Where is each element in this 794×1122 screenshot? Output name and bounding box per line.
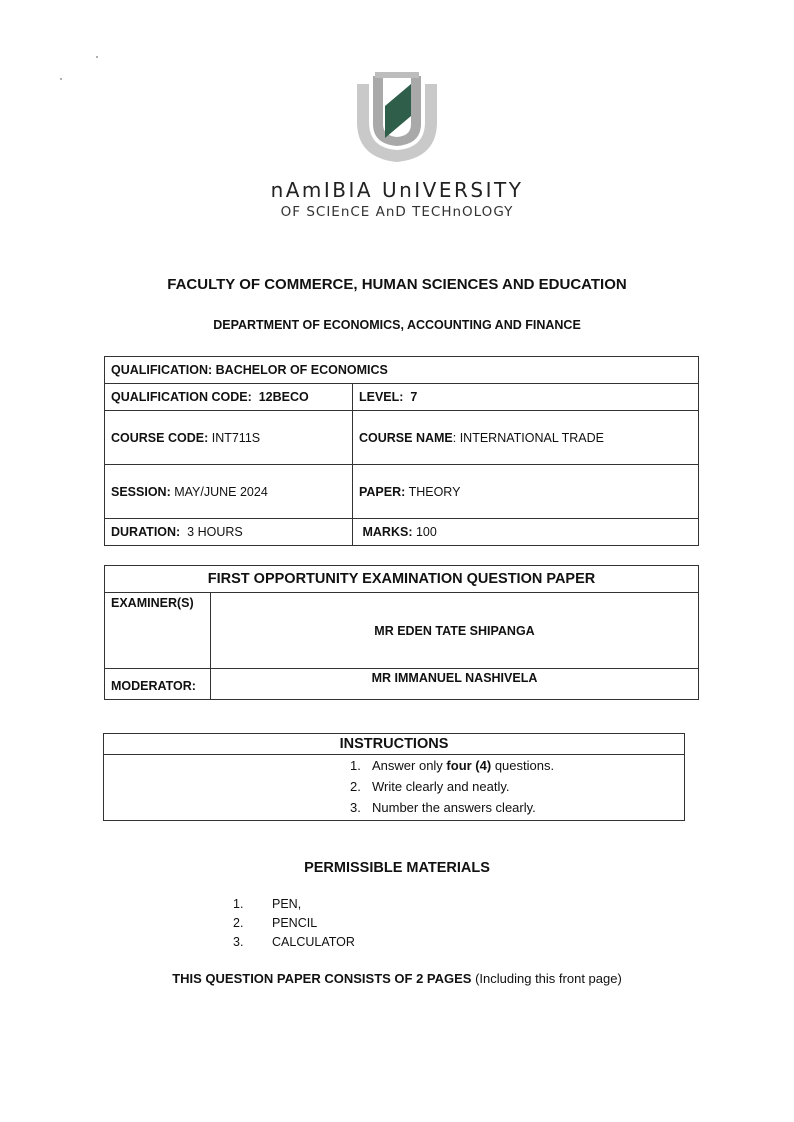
department-heading: DEPARTMENT OF ECONOMICS, ACCOUNTING AND FINANCE (213, 318, 581, 332)
material-item: 1. PEN, (233, 897, 302, 911)
paper-cell: PAPER: THEORY (353, 465, 699, 519)
qualification-cell: QUALIFICATION: BACHELOR OF ECONOMICS (105, 357, 699, 384)
moderator-label: MODERATOR: (105, 669, 211, 700)
qualification-table (104, 356, 699, 546)
examiner-name: MR EDEN TATE SHIPANGA (211, 593, 699, 669)
university-name: nAmIBIA UnIVERSITY (270, 178, 524, 202)
duration-cell: DURATION: 3 HOURS (105, 519, 353, 546)
page-count-note: THIS QUESTION PAPER CONSISTS OF 2 PAGES (Including this front page) (172, 971, 622, 986)
instruction-item: 1. Answer only four (4) questions. (350, 758, 555, 773)
instructions-box (103, 733, 685, 821)
examination-table (104, 565, 699, 700)
qualification-code-cell: QUALIFICATION CODE: 12BECO (105, 384, 353, 411)
material-item: 3. CALCULATOR (233, 935, 355, 949)
exam-title: FIRST OPPORTUNITY EXAMINATION QUESTION PAPER (105, 566, 699, 593)
material-item: 2. PENCIL (233, 916, 318, 930)
examiner-label: EXAMINER(S) (105, 593, 211, 669)
instructions-title: INSTRUCTIONS (104, 734, 684, 755)
level-cell: LEVEL: 7 (353, 384, 699, 411)
permissible-materials-title: PERMISSIBLE MATERIALS (304, 860, 490, 876)
session-cell: SESSION: MAY/JUNE 2024 (105, 465, 353, 519)
moderator-name: MR IMMANUEL NASHIVELA (211, 669, 699, 700)
instruction-item: 3. Number the answers clearly. (350, 800, 536, 815)
course-code-cell: COURSE CODE: INT711S (105, 411, 353, 465)
university-logo (355, 70, 439, 164)
scan-speck (60, 78, 62, 80)
course-name-cell: COURSE NAME: INTERNATIONAL TRADE (353, 411, 699, 465)
scan-speck (96, 56, 98, 58)
instruction-item: 2. Write clearly and neatly. (350, 779, 510, 794)
faculty-heading: FACULTY OF COMMERCE, HUMAN SCIENCES AND EDUCATION (167, 276, 627, 293)
university-subtitle: OF SCIEnCE AnD TECHnOLOGY (280, 204, 514, 220)
marks-cell: MARKS: 100 (353, 519, 699, 546)
